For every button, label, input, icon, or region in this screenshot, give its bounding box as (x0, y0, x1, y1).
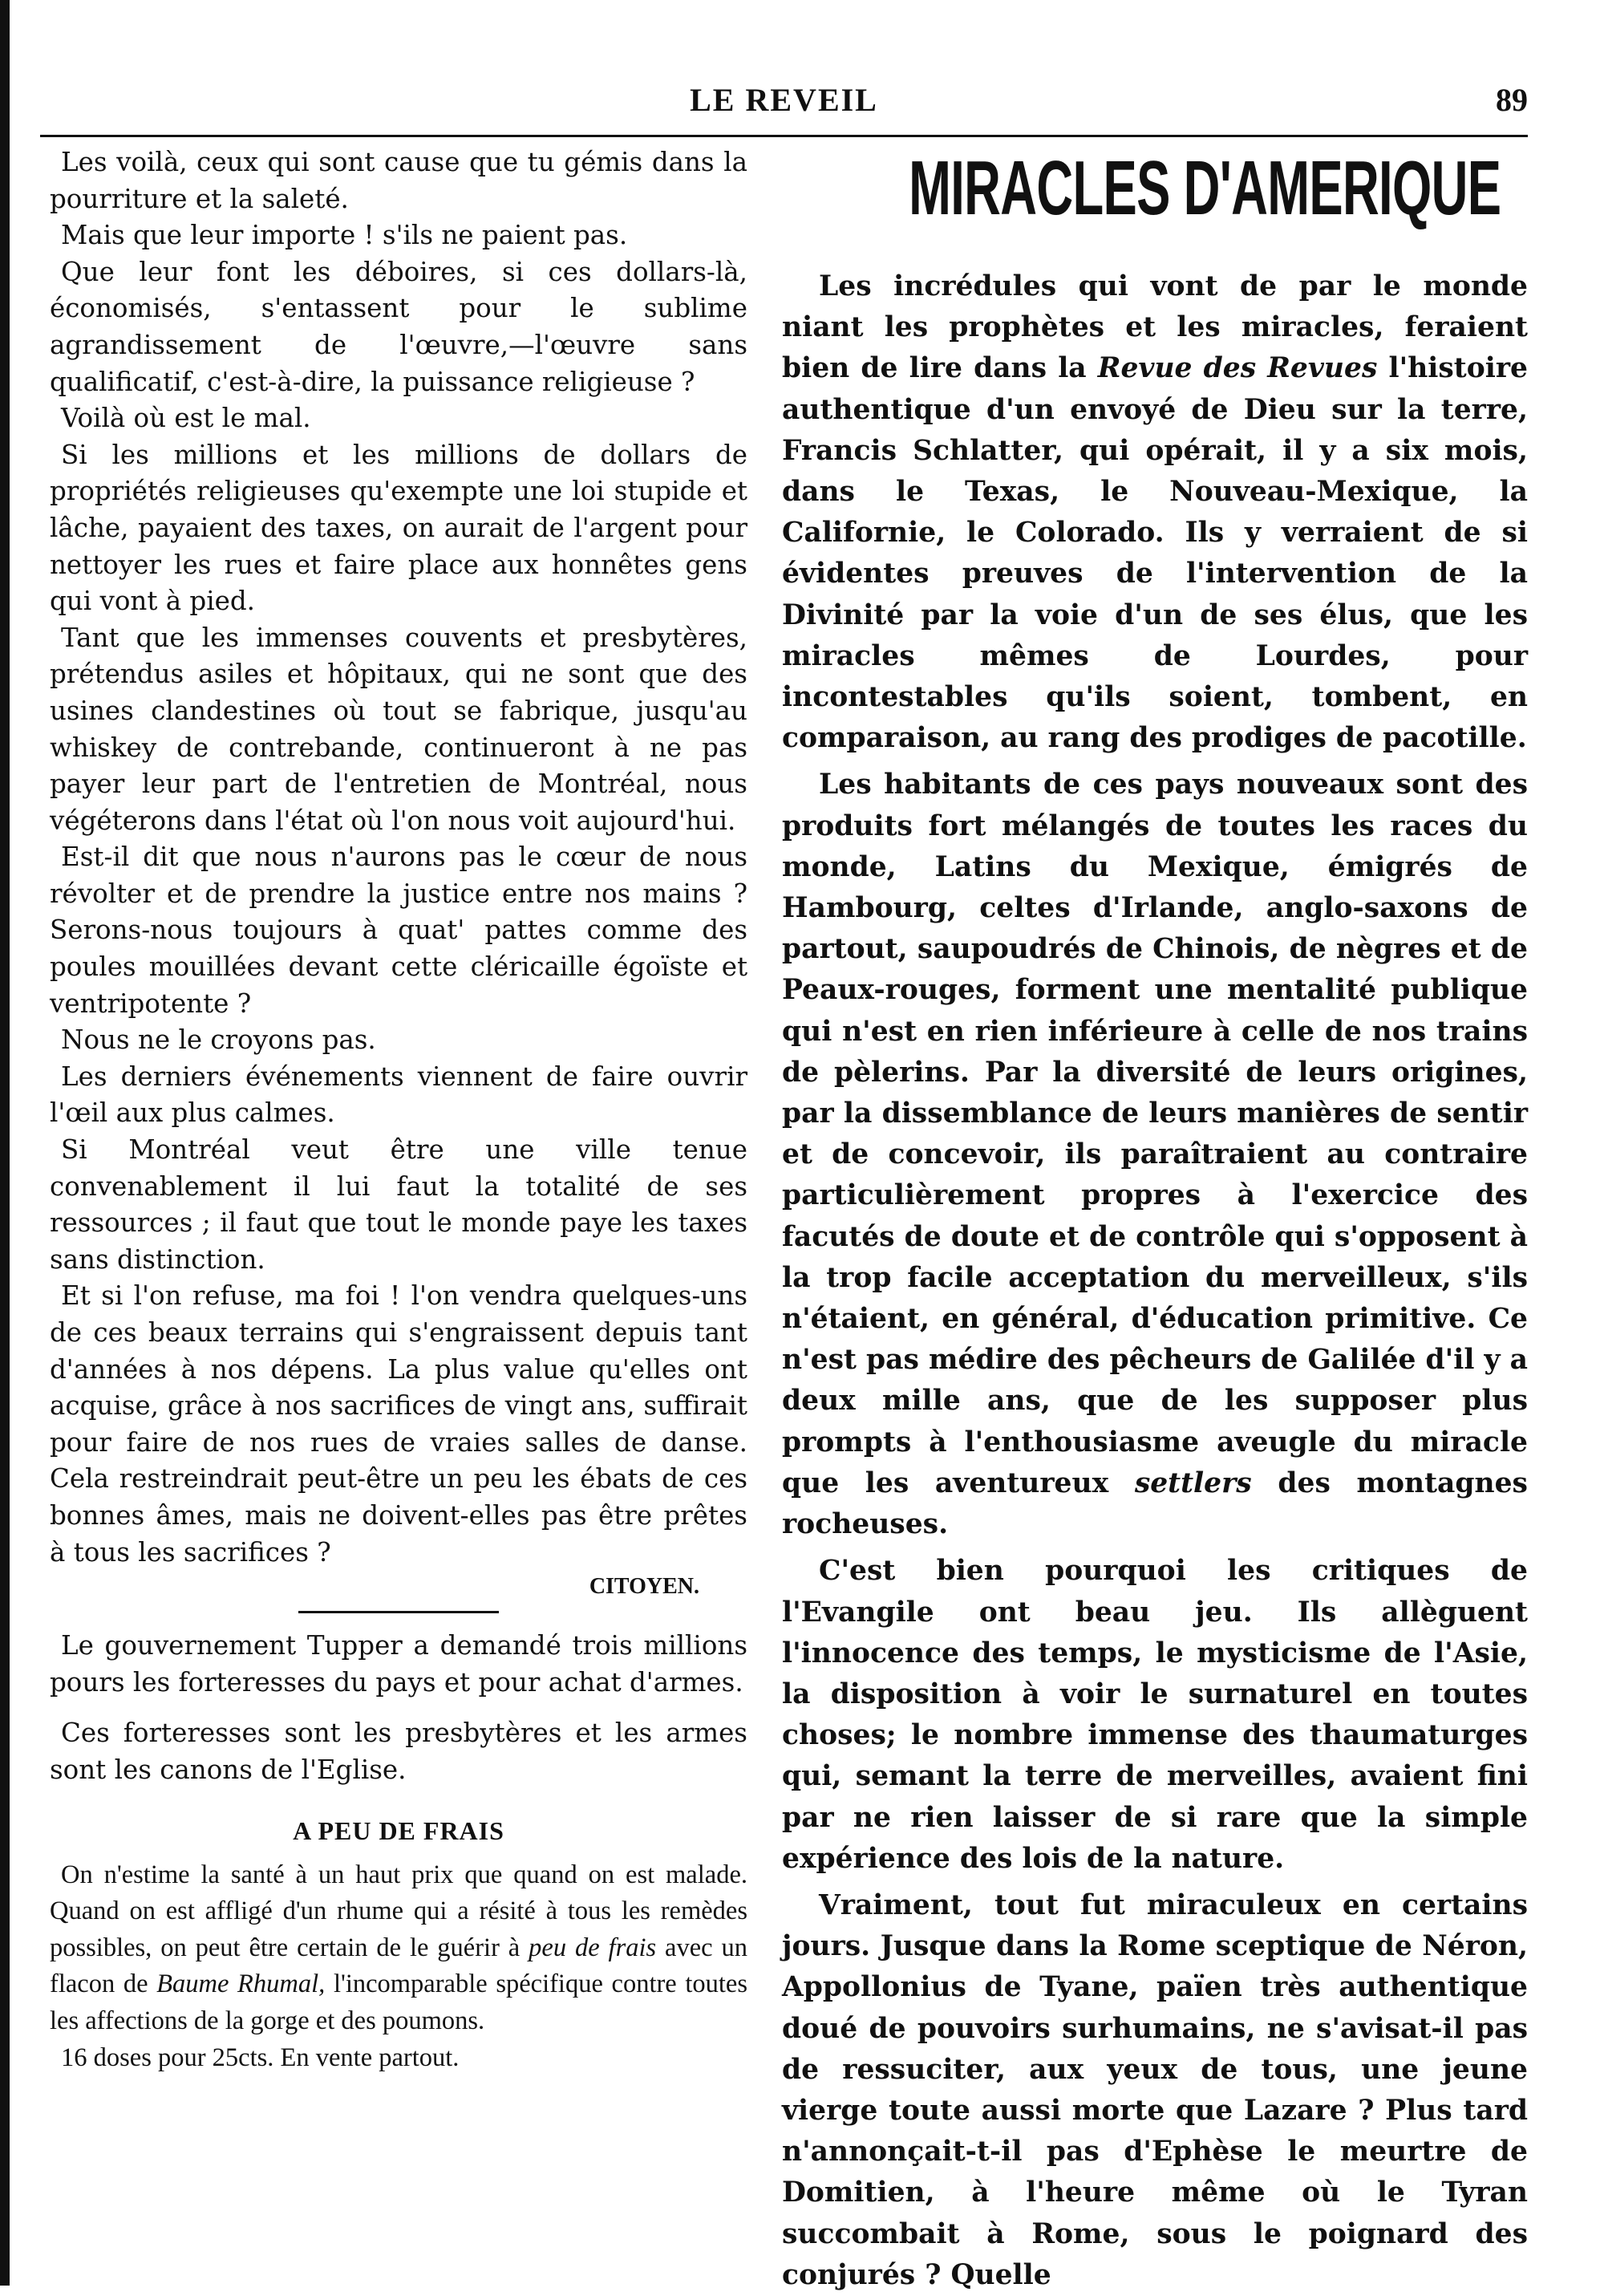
paragraph: Voilà où est le mal. (61, 403, 311, 434)
paragraph: Les incrédules qui vont de par le monde niant les prophètes et les miracles, feraient bien de lire dans la Revue des Revues l'histoire authentique d'un envoyé de Dieu sur la terre, Francis Schlatter, qui opérait, il y a six mois, dans le Texas, le Nouveau-Mexique, la Californie, le Colorado. Ils y verraient de si évidentes preuves de l'intervention de la Divinité par la voie d'un de ses élus, que les miracles mêmes de Lourdes, pour incontestables qu'ils soient, tombent, en comparaison, au rang des prodiges de pacotille. (782, 270, 1528, 755)
paragraph: Les habitants de ces pays nouveaux sont des produits fort mélangés de toutes les races du monde, Latins du Mexique, émigrés de Hambourg, celtes d'Irlande, anglo-saxons de partout, saupoudrés de Chinois, de nègres et de Peaux-rouges, forment une mentalité publique qui n'est en rien inférieure à celle de nos trains de pèlerins. Par la diversité de leurs origines, par la dissemblance de leurs manières de sentir et de concevoir, ils paraîtraient au contraire particulièrement propres à l'exercice des facutés de doute et de contrôle qui s'opposent à la trop facile acceptation du merveilleux, s'ils n'étaient, en général, d'éducation primitive. Ce n'est pas médire des pêcheurs de Galilée d'il y a deux mille ans, que de les supposer plus prompts à l'enthousiasme aveugle du miracle que les aventureux settlers des montagnes rocheuses. (782, 769, 1528, 1541)
section-divider (298, 1611, 499, 1613)
page-edge (0, 0, 10, 2286)
paragraph: Si les millions et les millions de dollars de propriétés religieuses qu'exempte une loi stupide et lâche, payaient des taxes, on aurait de l'argent pour nettoyer les rues et faire place aux honnêtes gens qui vont à pied. (50, 439, 747, 617)
ad-title: A PEU DE FRAIS (293, 1815, 504, 1845)
ad-text: On n'estime la santé à un haut prix que quand on est malade. Quand on est affligé d'un rhume qui a résité à tous les remèdes possibles, on peut être certain de le guérir à peu de frais avec un flacon de Baume Rhumal, l'incomparable spécifique contre toutes les affections de la gorge et des poumons. (50, 1860, 747, 2035)
page-header (40, 76, 1528, 124)
paragraph: Mais que leur importe ! s'ils ne paient pas. (61, 220, 628, 251)
paragraph: Tant que les immenses couvents et presbytères, prétendus asiles et hôpitaux, qui ne sont que des usines clandestines où tout se fabrique, jusqu'au whiskey de contrebande, continueront à ne pas payer leur part de l'entretien de Montréal, nous végéterons dans l'état où l'on nous voit aujourd'hui. (50, 622, 747, 836)
paragraph: Est-il dit que nous n'aurons pas le cœur de nous révolter et de prendre la justice entre nos mains ? Serons-nous toujours à quat' pattes comme des poules mouillées devant cette cléricaille égoïste et ventripotente ? (50, 842, 747, 1019)
running-title: LE REVEIL (690, 82, 878, 118)
page-number: 89 (1496, 82, 1528, 118)
signature: CITOYEN. (589, 1574, 699, 1600)
left-column (50, 144, 747, 2076)
paragraph: C'est bien pourquoi les critiques de l'Evangile ont beau jeu. Ils allèguent l'innocence des temps, le mysticisme de l'Asie, la disposition à voir le surnaturel en toutes choses; le nombre immense des thaumaturges qui, semant la terre de merveilles, avaient fini par ne rien laisser de si rare que la simple expérience des lois de la nature. (782, 1555, 1528, 1875)
paragraph: Les derniers événements viennent de faire ouvrir l'œil aux plus calmes. (50, 1061, 747, 1129)
paragraph: Nous ne le croyons pas. (61, 1024, 376, 1056)
paragraph: Si Montréal veut être une ville tenue convenablement il lui faut la totalité de ses ressources ; il faut que tout le monde paye les taxes sans distinction. (50, 1134, 747, 1275)
note-paragraph: Ces forteresses sont les presbytères et les armes sont les canons de l'Eglise. (50, 1718, 747, 1785)
paragraph: Les voilà, ceux qui sont cause que tu gémis dans la pourriture et la saleté. (50, 147, 747, 214)
header-rule (40, 135, 1528, 137)
note-paragraph: Le gouvernement Tupper a demandé trois millions pours les forteresses du pays et pour achat d'armes. (50, 1630, 747, 1698)
right-column (782, 144, 1528, 2296)
ad-price-line: 16 doses pour 25cts. En vente partout. (61, 2042, 460, 2072)
article-title: MIRACLES D'AMERIQUE (909, 145, 1501, 231)
paragraph: Et si l'on refuse, ma foi ! l'on vendra quelques-uns de ces beaux terrains qui s'engraissent depuis tant d'années à nos dépens. La plus value qu'elles ont acquise, grâce à nos sacrifices de vingt ans, suffirait pour faire de nos rues de vraies salles de danse. Cela restreindrait peut-être un peu les ébats de ces bonnes âmes, mais ne doivent-elles pas être prêtes à tous les sacrifices ? (50, 1280, 747, 1568)
paragraph: Vraiment, tout fut miraculeux en certains jours. Jusque dans la Rome sceptique de Néron, Appollonius de Tyane, païen très authentique doué de pouvoirs surhumains, ne s'avisat-il pas de ressuciter, aux yeux de tous, une jeune vierge toute aussi morte que Lazare ? Plus tard n'annonçait-t-il pas d'Ephèse le meurtre de Domitien, à l'heure même où le Tyran succombait à Rome, sous le poignard des conjurés ? Quelle (782, 1888, 1528, 2291)
paragraph: Que leur font les déboires, si ces dollars-là, économisés, s'entassent pour le sublime agrandissement de l'œuvre,—l'œuvre sans qualificatif, c'est-à-dire, la puissance religieuse ? (50, 256, 747, 397)
